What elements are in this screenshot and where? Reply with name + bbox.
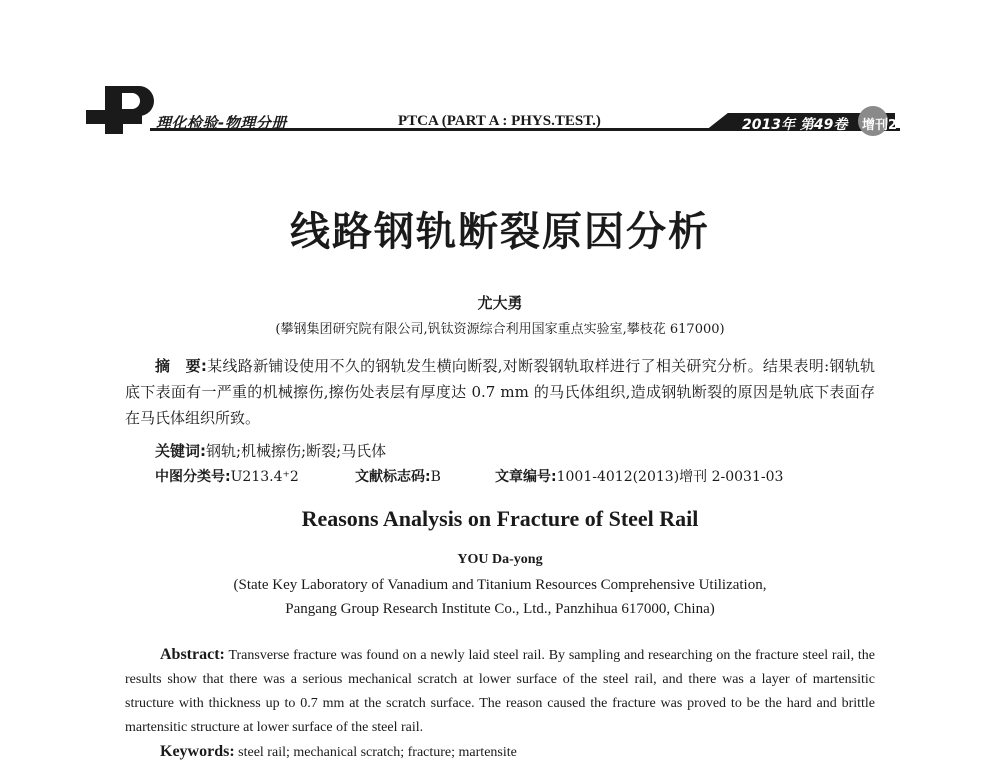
- article-number-label: 文章编号:: [495, 469, 557, 485]
- abstract-cn: [125, 353, 875, 431]
- abstract-en-label: Abstract:: [160, 646, 225, 663]
- running-header: [0, 0, 1000, 150]
- abstract-cn-text: 某线路新铺设使用不久的钢轨发生横向断裂,对断裂钢轨取样进行了相关研究分析。结果表明:钢轨轨底下表面有一严重的机械擦伤,擦伤处表层有厚度达 0.7 mm 的马氏体组织,造成钢轨断裂的原因是轨底下表面存在马氏体组织所致。: [125, 357, 876, 427]
- supplement-label: 增刊2: [862, 118, 898, 133]
- classification-row: [155, 466, 875, 486]
- abstract-cn-label: 摘 要:: [155, 357, 207, 375]
- paper-title-en: Reasons Analysis on Fracture of Steel Rail: [301, 506, 699, 531]
- affiliation-en-line1: (State Key Laboratory of Vanadium and Titanium Resources Comprehensive Utilization,: [233, 577, 767, 593]
- abstract-en-text: Transverse fracture was found on a newly laid steel rail. By sampling and researching on the fracture steel rail, the results show that there was a serious mechanical scratch at lower surface of the steel rail, and there was a layer of martensitic structure with thickness up to 0.7 mm at the scratch surface. The reason caused the fracture was proved to be the hard and brittle martensitic structure at lower surface of the steel rail.: [125, 648, 875, 735]
- keywords-en-label: Keywords:: [160, 743, 235, 760]
- paper-title-cn: 线路钢轨断裂原因分析: [290, 209, 710, 255]
- doc-code-value: B: [430, 469, 441, 485]
- keywords-cn: [155, 440, 386, 461]
- issue-label: 2013年 第49卷: [742, 117, 848, 133]
- journal-name: PTCA (PART A : PHYS.TEST.): [398, 113, 601, 129]
- section-name: 理化检验-物理分册: [156, 114, 287, 132]
- article-number-value: 1001-4012(2013)增刊 2-0031-03: [556, 469, 784, 485]
- abstract-en: [125, 643, 875, 740]
- affiliation-cn: (攀钢集团研究院有限公司,钒钛资源综合利用国家重点实验室,攀枝花 617000): [275, 322, 725, 337]
- clc-number: [155, 466, 355, 486]
- keywords-cn-label: 关键词:: [155, 442, 206, 460]
- doc-code-label: 文献标志码:: [355, 469, 431, 485]
- keywords-en-text: steel rail; mechanical scratch; fracture; martensite: [234, 745, 517, 760]
- author-cn: 尤大勇: [477, 294, 523, 312]
- clc-value: U213.4⁺2: [230, 469, 299, 485]
- clc-label: 中图分类号:: [155, 469, 231, 485]
- affiliation-en-line2: Pangang Group Research Institute Co., Ltd., Panzhihua 617000, China): [285, 601, 715, 617]
- journal-logo-counter: [122, 93, 140, 109]
- article-number: [495, 466, 783, 486]
- keywords-cn-text: 钢轨;机械擦伤;断裂;马氏体: [206, 442, 387, 460]
- keywords-en: [160, 743, 517, 761]
- document-code: [355, 466, 495, 486]
- author-en: YOU Da-yong: [457, 552, 543, 567]
